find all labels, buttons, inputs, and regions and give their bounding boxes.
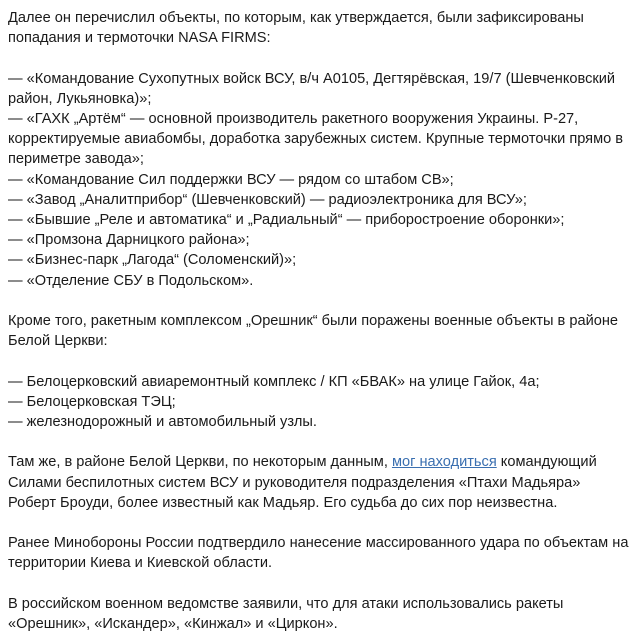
list-item: — «Бывшие „Реле и автоматика“ и „Радиальный“ — приборостроение оборонки»; (8, 212, 565, 229)
kyiv-targets-list (8, 69, 632, 291)
list-item: — «Командование Сухопутных войск ВСУ, в/ч А0105, Дегтярёвская, 19/7 (Шевченковский район, Лукьяновка)»; (8, 70, 616, 107)
bila-tserkva-targets-list (8, 372, 632, 433)
list-item: — «ГАХК „Артём“ — основной производитель ракетного вооружения Украины. Р-27, корректируемые авиабомбы, доработка зарубежных систем. Крупные термоточки прямо в периметре завода»; (8, 111, 624, 168)
list-item: — «Завод „Аналитприбор“ (Шевченковский) — радиоэлектроника для ВСУ»; (8, 191, 527, 208)
list-item: — «Командование Сил поддержки ВСУ — рядом со штабом СВ»; (8, 171, 454, 188)
list-item: — «Отделение СБУ в Подольском». (8, 272, 254, 289)
madyar-paragraph (8, 452, 632, 513)
source-link[interactable]: мог находиться (391, 454, 497, 471)
madyar-text-after: командующий Силами беспилотных систем ВСУ и руководителя подразделения «Птахи Мадьяра» Роберт Броуди, более известный как Мадьяр. Его судьба до сих пор неизвестна. (8, 454, 597, 511)
list-item: — железнодорожный и автомобильный узлы. (8, 414, 317, 431)
mod-paragraph: Ранее Минобороны России подтвердило нанесение массированного удара по объектам на территории Киева и Киевской области. (8, 535, 629, 572)
madyar-text-before: Там же, в районе Белой Церкви, по некоторым данным, (8, 454, 392, 471)
list-item: — «Промзона Дарницкого района»; (8, 232, 250, 249)
list-item: — «Бизнес-парк „Лагода“ (Соломенский)»; (8, 252, 297, 269)
intro-paragraph: Далее он перечислил объекты, по которым, как утверждается, были зафиксированы попадания и термоточки NASA FIRMS: (8, 10, 584, 47)
list-item: — Белоцерковская ТЭЦ; (8, 393, 176, 410)
missiles-paragraph: В российском военном ведомстве заявили, что для атаки использовались ракеты «Орешник», «Искандер», «Кинжал» и «Циркон». (8, 595, 564, 632)
oreshnik-paragraph: Кроме того, ракетным комплексом „Орешник“ были поражены военные объекты в районе Белой Церкви: (8, 313, 619, 350)
list-item: — Белоцерковский авиаремонтный комплекс / КП «БВАК» на улице Гайок, 4а; (8, 373, 540, 390)
